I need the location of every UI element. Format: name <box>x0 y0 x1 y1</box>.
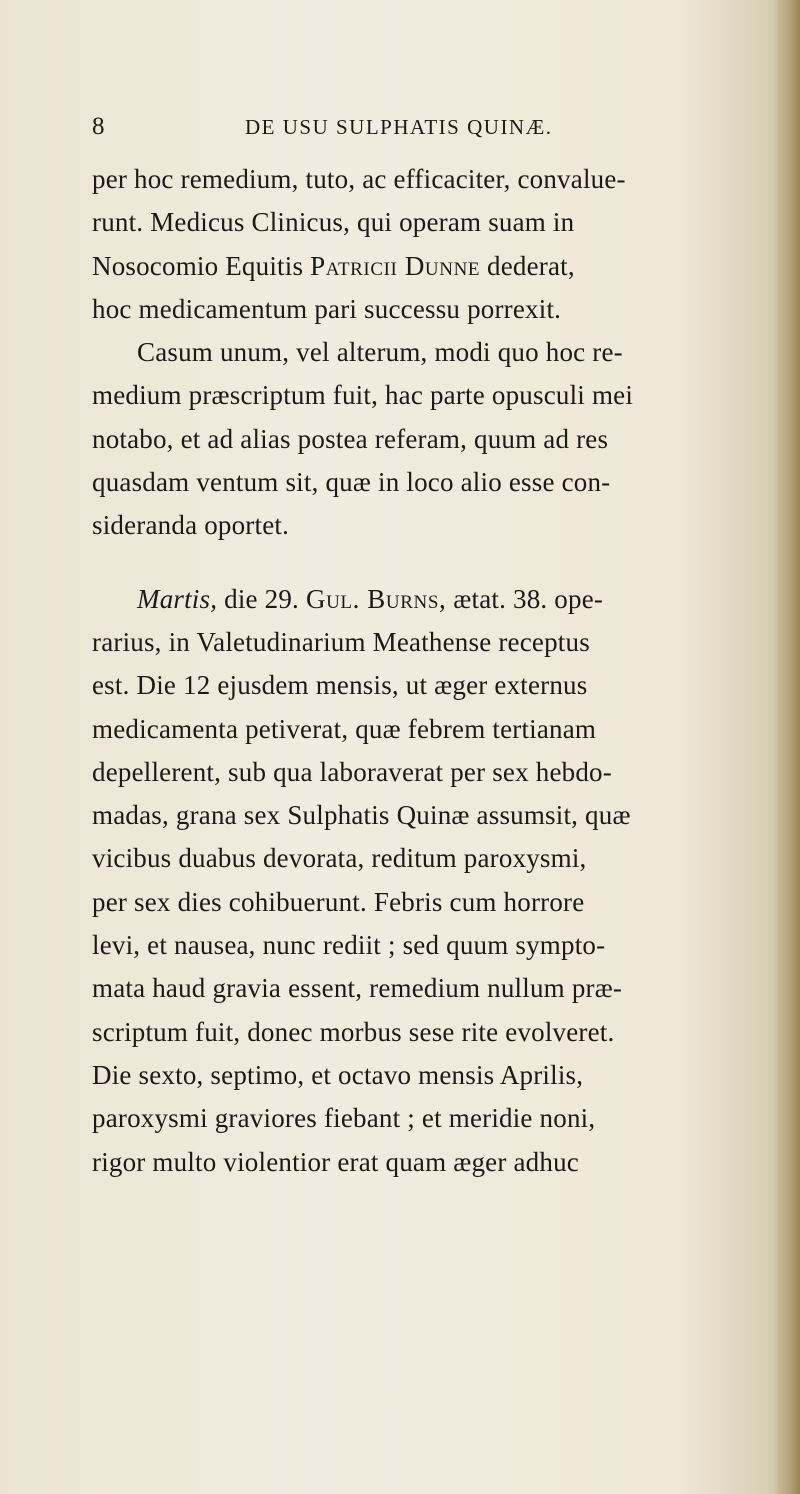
text-line: madas, grana sex Sulphatis Quinæ assumsit, quæ <box>92 800 631 831</box>
text-line: Casum unum, vel alterum, modi quo hoc re- <box>137 337 623 368</box>
page-header <box>92 113 732 145</box>
page-edge-shadow <box>774 0 800 1494</box>
text-line: per hoc remedium, tuto, ac efficaciter, convalue- <box>92 164 626 194</box>
text-line: scriptum fuit, donec morbus sese rite evolveret. <box>92 1016 615 1047</box>
page-number: 8 <box>92 113 105 140</box>
text-line: hoc medicamentum pari successu porrexit. <box>92 293 562 324</box>
case-date: Martis, <box>137 583 218 614</box>
text-line: vicibus duabus devorata, reditum paroxysmi, <box>92 843 587 874</box>
text-line: per sex dies cohibuerunt. Febris cum horrore <box>92 886 585 917</box>
text-line: sideranda oportet. <box>92 510 290 541</box>
patient-name: Gul. Burns, <box>305 583 447 614</box>
text-line: runt. Medicus Clinicus, qui operam suam in <box>92 207 575 238</box>
text-line: medicamenta petiverat, quæ febrem tertianam <box>92 713 597 744</box>
text-line: rigor multo violentior erat quam æger adhuc <box>92 1146 579 1177</box>
text-segment: Nosocomio Equitis <box>92 250 311 281</box>
paragraph-gap <box>92 548 742 578</box>
text-segment: die 29. <box>217 583 306 614</box>
body-text <box>92 158 742 1184</box>
paragraph-2 <box>92 331 742 547</box>
text-line: depellerent, sub qua laboraverat per sex hebdo- <box>92 756 612 787</box>
text-line: rarius, in Valetudinarium Meathense receptus <box>92 626 590 657</box>
text-line: mata haud gravia essent, remedium nullum præ- <box>92 973 623 1004</box>
text-line: notabo, et ad alias postea referam, quum ad res <box>92 423 609 454</box>
text-line: paroxysmi graviores fiebant ; et meridie noni, <box>92 1103 596 1134</box>
text-line: Die sexto, septimo, et octavo mensis Aprilis, <box>92 1059 584 1090</box>
text-line: levi, et nausea, nunc rediit ; sed quum sympto- <box>92 930 606 961</box>
paragraph-3 <box>92 578 742 1184</box>
text-line: medium præscriptum fuit, hac parte opusculi mei <box>92 380 634 411</box>
text-line: quasdam ventum sit, quæ in loco alio esse con- <box>92 467 611 498</box>
text-segment: ætat. 38. ope- <box>446 583 604 614</box>
running-head: DE USU SULPHATIS QUINÆ. <box>245 115 553 139</box>
text-line <box>92 578 742 621</box>
text-line: est. Die 12 ejusdem mensis, ut æger externus <box>92 670 588 701</box>
paragraph-1 <box>92 158 742 331</box>
text-line <box>92 245 742 288</box>
text-segment: dederat, <box>480 250 575 281</box>
person-name: Patricii Dunne <box>310 250 481 281</box>
